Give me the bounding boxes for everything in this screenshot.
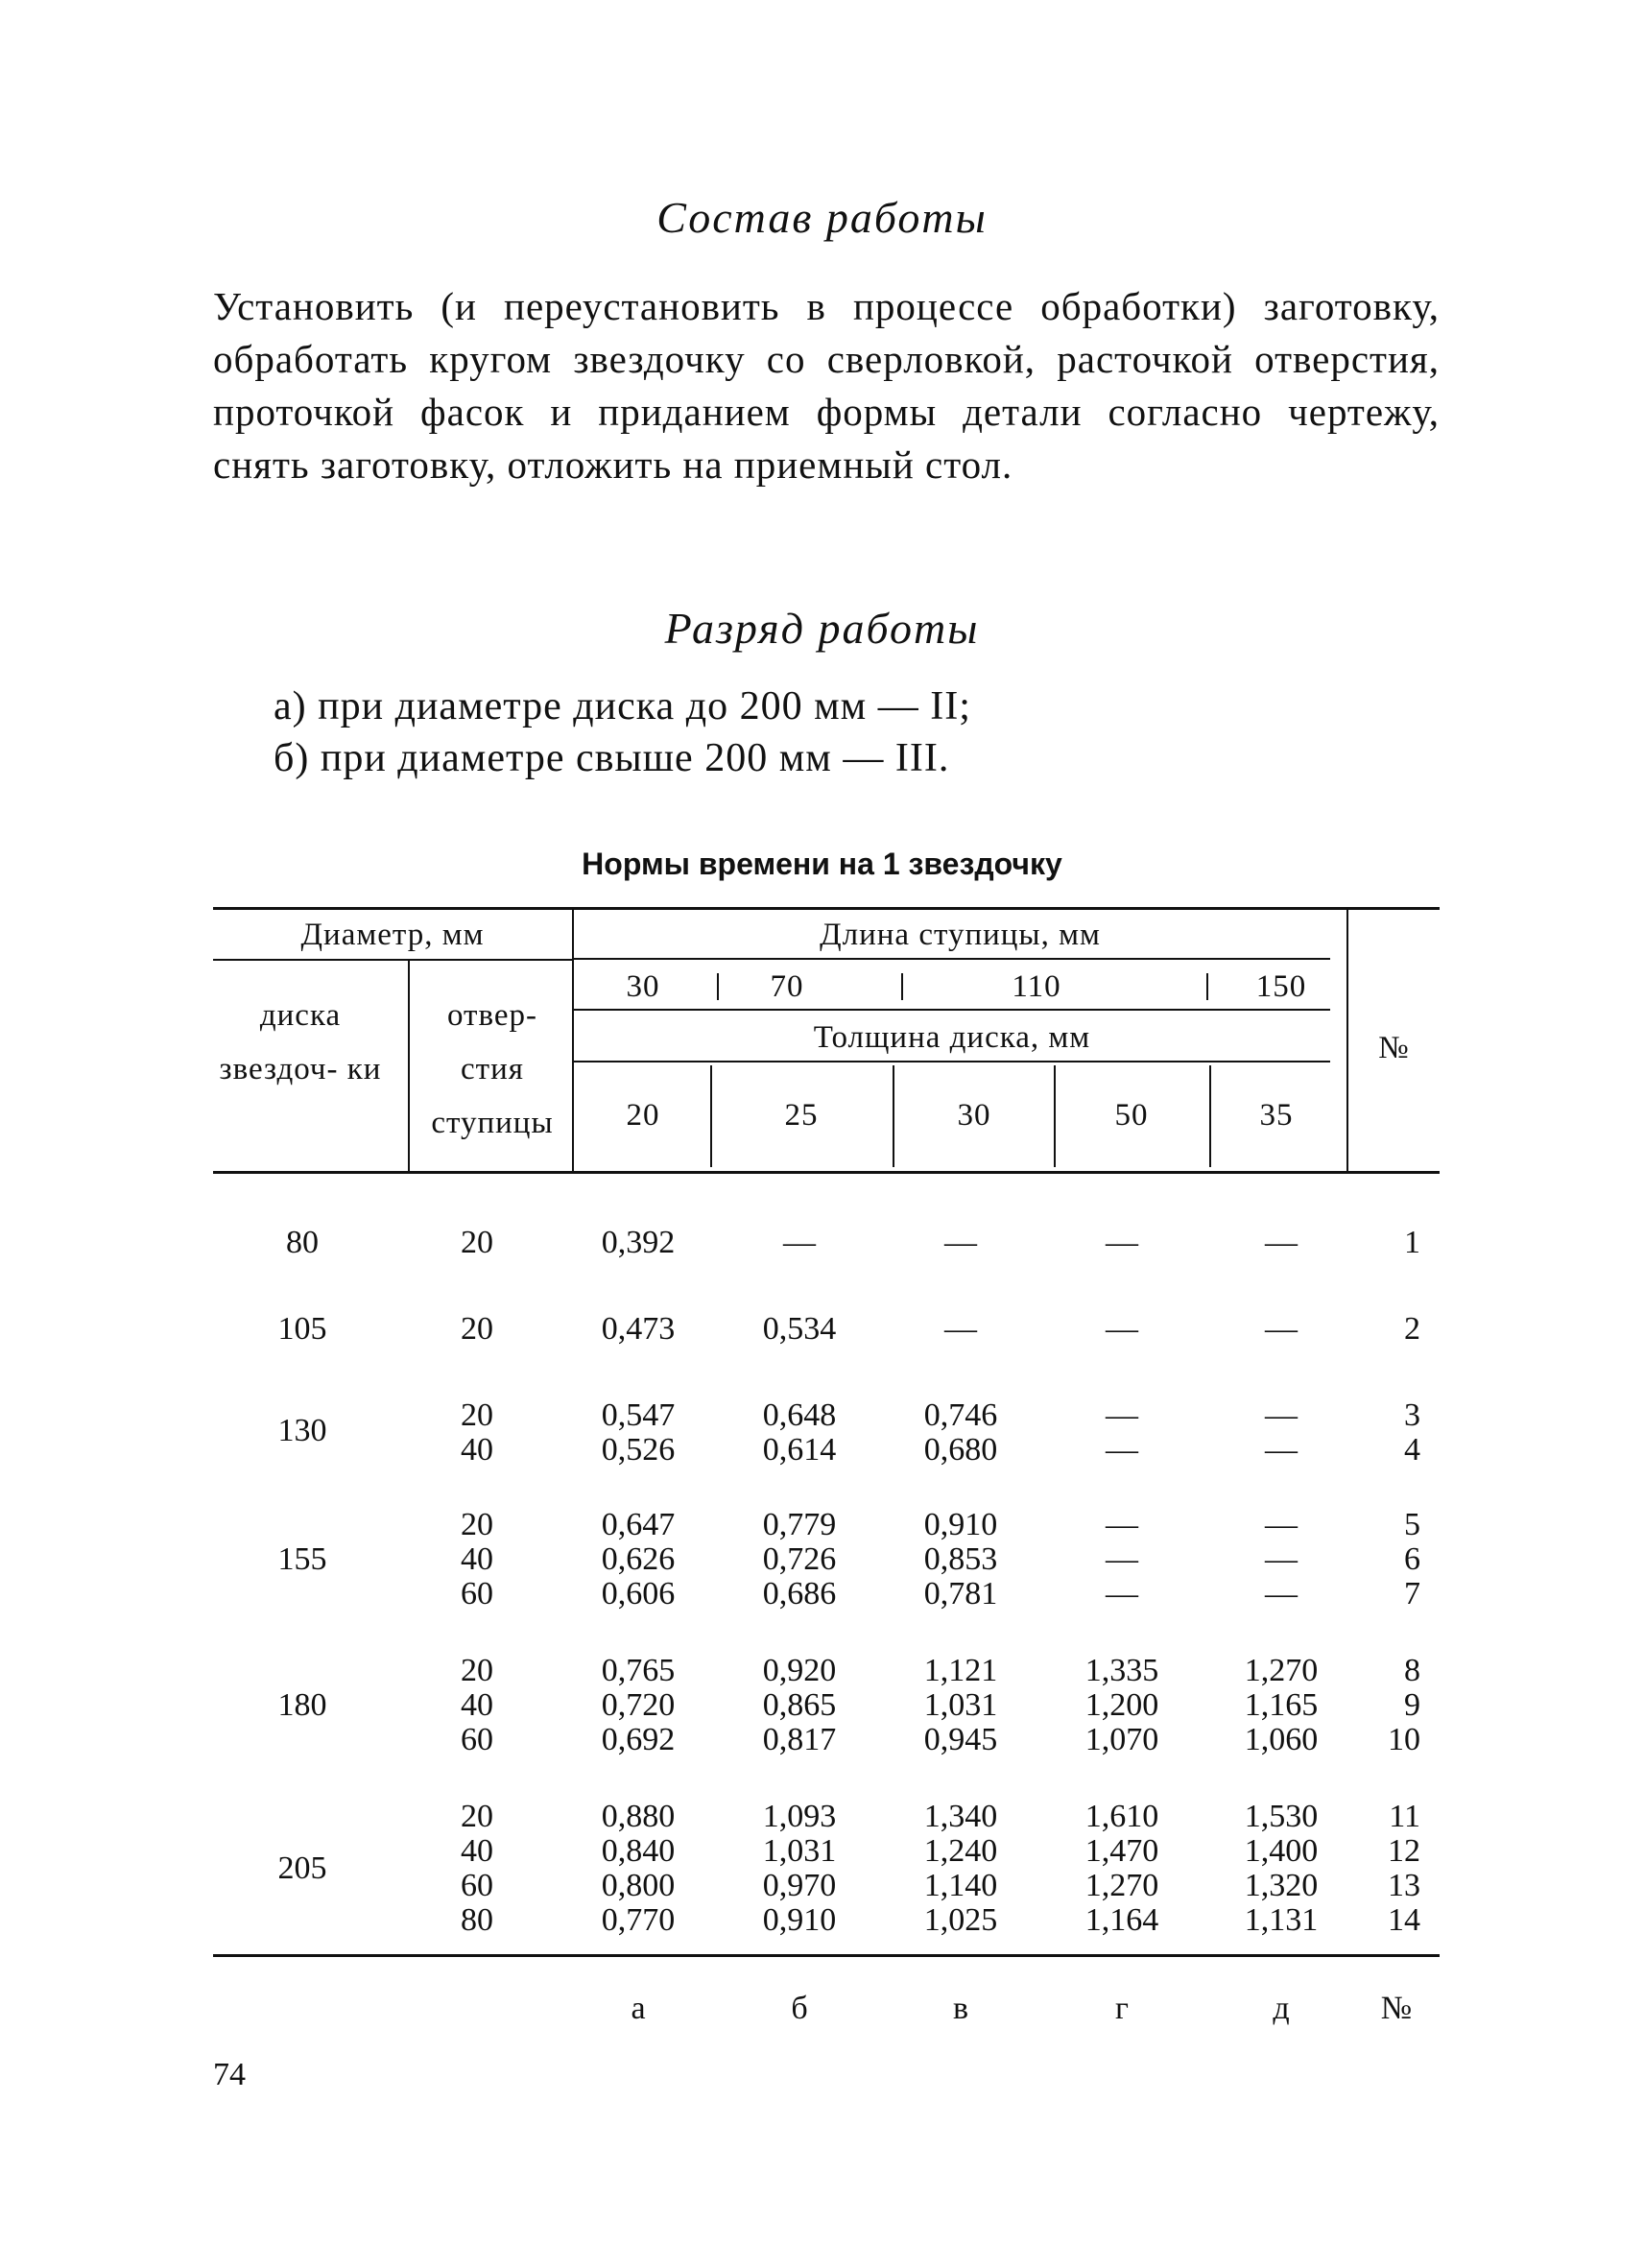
row-8-d: 1,270 — [1244, 1653, 1319, 1688]
row-8-a: 0,765 — [601, 1653, 676, 1688]
row-1-d: — — [1265, 1225, 1298, 1260]
row-6-no: 6 — [1404, 1541, 1420, 1577]
header-diameter: Диаметр, мм — [300, 918, 485, 952]
row-12-d: 1,400 — [1244, 1833, 1319, 1869]
header-hub-length: Длина ступицы, мм — [820, 918, 1101, 952]
table-caption: Нормы времени на 1 звездочку — [582, 847, 1062, 881]
row-8-b: 0,920 — [762, 1653, 837, 1688]
row-13-b: 0,970 — [762, 1868, 837, 1903]
rank-item-b: б) при диаметре свыше 200 мм — III. — [274, 736, 950, 780]
hub-length-30: 30 — [626, 969, 660, 1004]
row-7-d: — — [1265, 1576, 1298, 1611]
row-3-v: 0,746 — [923, 1397, 998, 1433]
row-12-v: 1,240 — [923, 1833, 998, 1869]
row-9-d: 1,165 — [1244, 1687, 1319, 1723]
row-2-no: 2 — [1404, 1311, 1420, 1347]
hub-length-70: 70 — [770, 969, 804, 1004]
group-155-disk: 155 — [277, 1541, 327, 1577]
row-2-hole: 20 — [461, 1311, 493, 1347]
row-11-v: 1,340 — [923, 1799, 998, 1834]
row-5-b: 0,779 — [762, 1507, 837, 1542]
row-6-d: — — [1265, 1541, 1298, 1577]
row-4-v: 0,680 — [923, 1432, 998, 1468]
row-1-a: 0,392 — [601, 1225, 676, 1260]
row-9-hole: 40 — [461, 1687, 493, 1723]
row-5-d: — — [1265, 1507, 1298, 1542]
rank-item-a: а) при диаметре диска до 200 мм — II; — [274, 684, 971, 728]
row-8-v: 1,121 — [923, 1653, 998, 1688]
row-13-v: 1,140 — [923, 1868, 998, 1903]
page-number: 74 — [213, 2057, 246, 2092]
row-13-no: 13 — [1388, 1868, 1420, 1903]
row-3-hole: 20 — [461, 1397, 493, 1433]
row-14-b: 0,910 — [762, 1902, 837, 1938]
row-3-d: — — [1265, 1397, 1298, 1433]
header-thickness: Толщина диска, мм — [813, 1020, 1091, 1055]
row-9-v: 1,031 — [923, 1687, 998, 1723]
rank-heading: Разряд работы — [664, 604, 980, 653]
footer-col-g: г — [1115, 1991, 1129, 2026]
row-6-a: 0,626 — [601, 1541, 676, 1577]
footer-col-a: а — [631, 1991, 646, 2026]
row-3-b: 0,648 — [762, 1397, 837, 1433]
row-10-hole: 60 — [461, 1722, 493, 1757]
row-8-no: 8 — [1404, 1653, 1420, 1688]
thickness-35: 35 — [1259, 1098, 1294, 1133]
thickness-20: 20 — [626, 1098, 660, 1133]
row-6-b: 0,726 — [762, 1541, 837, 1577]
row-2-b: 0,534 — [762, 1311, 837, 1347]
composition-heading: Состав работы — [656, 193, 988, 242]
row-5-a: 0,647 — [601, 1507, 676, 1542]
row-4-hole: 40 — [461, 1432, 493, 1468]
row-9-no: 9 — [1404, 1687, 1420, 1723]
row-11-d: 1,530 — [1244, 1799, 1319, 1834]
row-11-g: 1,610 — [1084, 1799, 1159, 1834]
row-2-v: — — [944, 1311, 977, 1347]
row-4-g: — — [1106, 1432, 1138, 1468]
composition-text: Установить (и переустановить в процессе обработки) заготовку, обработать кругом звездочку со сверловкой, расточкой отверстия, проточкой фасок и приданием формы детали согласно чертежу, снять заготовку, отложить на приемный стол. — [213, 284, 1440, 487]
thickness-25: 25 — [784, 1098, 819, 1133]
row-9-b: 0,865 — [762, 1687, 837, 1723]
row-6-v: 0,853 — [923, 1541, 998, 1577]
row-14-a: 0,770 — [601, 1902, 676, 1938]
row-13-d: 1,320 — [1244, 1868, 1319, 1903]
thickness-50: 50 — [1114, 1098, 1149, 1133]
row-1-b: — — [783, 1225, 816, 1260]
row-8-hole: 20 — [461, 1653, 493, 1688]
row-5-no: 5 — [1404, 1507, 1420, 1542]
row-10-d: 1,060 — [1244, 1722, 1319, 1757]
row-6-g: — — [1106, 1541, 1138, 1577]
row-1-disk: 80 — [286, 1225, 319, 1260]
row-13-g: 1,270 — [1084, 1868, 1159, 1903]
row-12-g: 1,470 — [1084, 1833, 1159, 1869]
row-7-hole: 60 — [461, 1576, 493, 1611]
row-7-v: 0,781 — [923, 1576, 998, 1611]
row-5-g: — — [1106, 1507, 1138, 1542]
row-10-v: 0,945 — [923, 1722, 998, 1757]
row-10-a: 0,692 — [601, 1722, 676, 1757]
row-2-g: — — [1106, 1311, 1138, 1347]
row-5-hole: 20 — [461, 1507, 493, 1542]
row-13-a: 0,800 — [601, 1868, 676, 1903]
row-12-b: 1,031 — [762, 1833, 837, 1869]
footer-col-v: в — [952, 1991, 969, 2026]
row-10-b: 0,817 — [762, 1722, 837, 1757]
row-5-v: 0,910 — [923, 1507, 998, 1542]
row-14-d: 1,131 — [1244, 1902, 1319, 1938]
group-130-disk: 130 — [277, 1413, 327, 1448]
row-2-d: — — [1265, 1311, 1298, 1347]
row-3-g: — — [1106, 1397, 1138, 1433]
row-7-no: 7 — [1404, 1576, 1420, 1611]
footer-col-d: д — [1273, 1991, 1290, 2026]
row-4-a: 0,526 — [601, 1432, 676, 1468]
row-11-hole: 20 — [461, 1799, 493, 1834]
row-8-g: 1,335 — [1084, 1653, 1159, 1688]
row-4-d: — — [1265, 1432, 1298, 1468]
footer-col-b: б — [791, 1991, 808, 2026]
row-9-g: 1,200 — [1084, 1687, 1159, 1723]
row-9-a: 0,720 — [601, 1687, 676, 1723]
group-205-disk: 205 — [277, 1850, 327, 1886]
row-11-no: 11 — [1389, 1799, 1420, 1834]
row-3-a: 0,547 — [601, 1397, 676, 1433]
row-14-g: 1,164 — [1084, 1902, 1159, 1938]
group-180-disk: 180 — [277, 1687, 327, 1723]
row-2-a: 0,473 — [601, 1311, 676, 1347]
row-14-hole: 80 — [461, 1902, 493, 1938]
row-7-a: 0,606 — [601, 1576, 676, 1611]
row-2-disk: 105 — [277, 1311, 327, 1347]
row-11-a: 0,880 — [601, 1799, 676, 1834]
row-14-no: 14 — [1388, 1902, 1420, 1938]
row-12-hole: 40 — [461, 1833, 493, 1869]
row-4-no: 4 — [1404, 1432, 1420, 1468]
row-10-no: 10 — [1388, 1722, 1420, 1757]
hub-length-110: 110 — [1012, 969, 1061, 1004]
row-6-hole: 40 — [461, 1541, 493, 1577]
row-12-a: 0,840 — [601, 1833, 676, 1869]
row-4-b: 0,614 — [762, 1432, 837, 1468]
row-1-g: — — [1106, 1225, 1138, 1260]
row-3-no: 3 — [1404, 1397, 1420, 1433]
header-hole: отвер- стия ступицы — [431, 998, 554, 1140]
footer-col-no: № — [1380, 1991, 1413, 2026]
row-12-no: 12 — [1388, 1833, 1420, 1869]
row-1-hole: 20 — [461, 1225, 493, 1260]
row-10-g: 1,070 — [1084, 1722, 1159, 1757]
row-7-b: 0,686 — [762, 1576, 837, 1611]
thickness-30: 30 — [957, 1098, 991, 1133]
row-7-g: — — [1106, 1576, 1138, 1611]
header-number: № — [1378, 1031, 1410, 1065]
row-14-v: 1,025 — [923, 1902, 998, 1938]
row-1-v: — — [944, 1225, 977, 1260]
hub-length-150: 150 — [1255, 969, 1307, 1004]
row-1-no: 1 — [1404, 1225, 1420, 1260]
row-11-b: 1,093 — [762, 1799, 837, 1834]
header-disk: диска звездоч- ки — [219, 998, 382, 1086]
row-13-hole: 60 — [461, 1868, 493, 1903]
